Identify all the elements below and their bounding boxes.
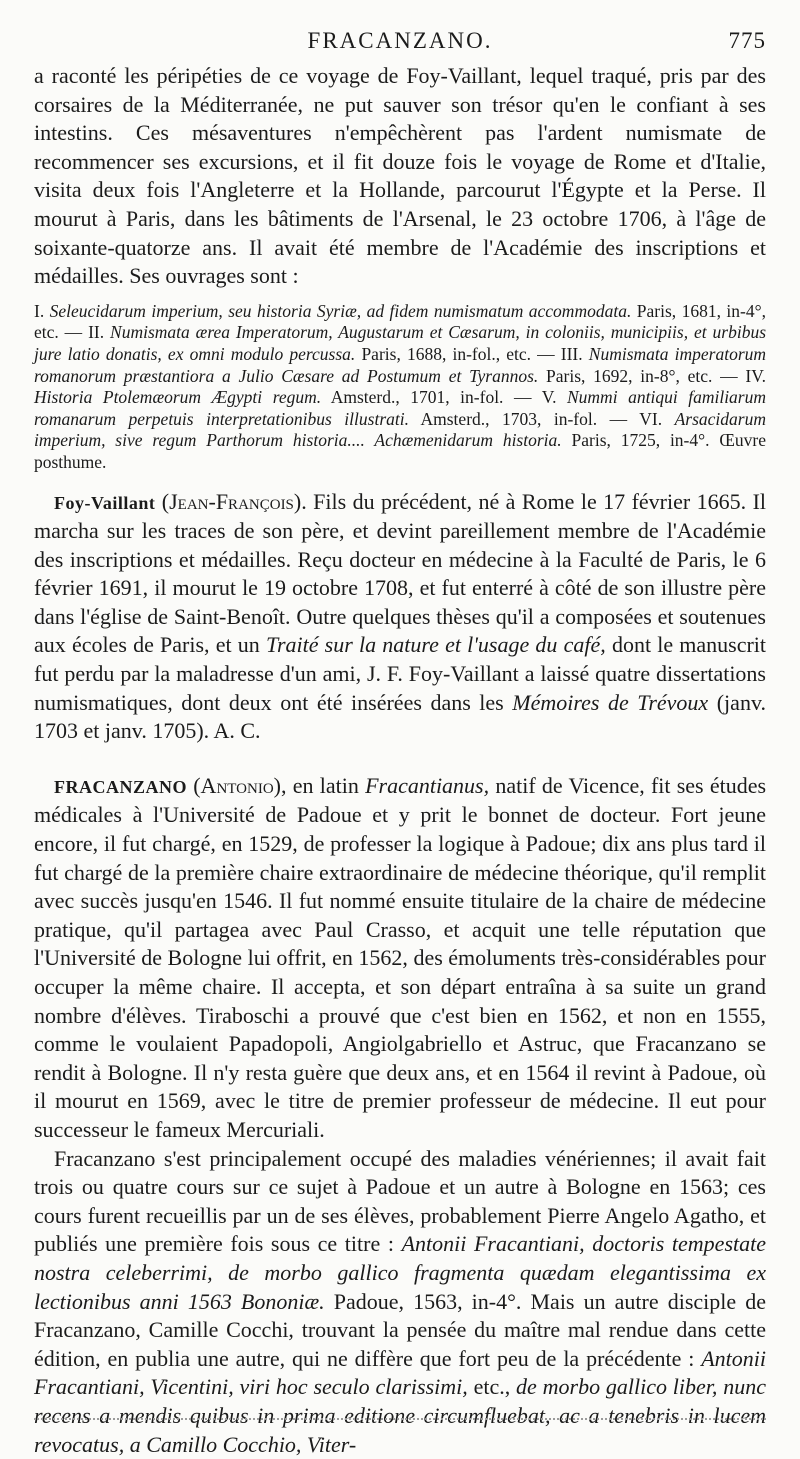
work-4-title: Historia Ptolemæorum Ægypti regum. [34,387,322,408]
work-title: Traité sur la nature et l'usage du café, [265,632,606,658]
running-title: FRACANZANO. [307,28,493,53]
works-list [34,301,766,474]
work-3-number: III. [560,343,583,364]
page-body [34,62,766,1459]
work-5-publication: Amsterd., 1703, in-fol. — [420,408,628,429]
work-6-title: Arsacidarum imperium, sive regum Parthorum historia.... Achæmenidarum historia. [34,408,766,451]
entry-name: Foy-Vaillant [54,492,156,513]
latin-name: Fracantianus, [365,772,490,798]
work-5-title: Nummi antiqui familiarum romanarum perpetuis interpretationibus illustrati. [34,387,766,429]
entry-foy-vaillant [34,488,766,746]
work-5-number: V. [541,387,557,408]
work-title: Antonii Fracantiani, Vicentini, viri hoc seculo clarissimi, [34,1345,767,1400]
work-2-publication: Paris, 1688, in-fol., etc. — [361,343,555,364]
work-title: de morbo gallico liber, nunc recens a mendis quibus in prima editione circumfluebat, ac a tenebris in lucem revocatus, a Camillo Cocchio, Viter- [34,1374,766,1457]
entry-name: FRACANZANO [54,776,187,797]
work-2-title: Numismata ærea Imperatorum, Augustarum et Cæsarum, in coloniis, municipiis, et urbibus jure latio donatis, ex omni modulo percussa. [34,322,767,364]
entry-text: dont le manuscrit fut perdu par la maladresse d'un ami, J. F. Foy-Vaillant a laissé quatre dissertations numismatiques, dont deux ont été insérées dans les [34,632,767,715]
entry-fracanzano [34,772,766,1145]
paragraph-text: Fracanzano s'est principalement occupé des maladies vénériennes; il avait fait trois ou quatre cours sur ce sujet à Padoue et un autre à Bologne en 1563; ces cours furent recueillis par un de ses élèves, probablement Pierre Angelo Agatho, et publiés une première fois sous ce titre : [34,1145,766,1257]
entry-given-name: (Antonio), [193,772,287,798]
entry-given-name: (Jean-François). [161,488,307,514]
work-title: Antonii Fracantiani, doctoris tempestate nostra celeberrimi, de morbo gallico fragmenta quædam elegantissima ex lectionibus anni 1563 Bononiæ. [34,1231,766,1314]
running-header [34,22,766,56]
paragraph-text: etc., [473,1374,511,1400]
entry-text: en latin [292,772,359,798]
journal-title: Mémoires de Trévoux [512,689,709,715]
work-6-number: VI. [639,408,663,429]
work-1-number: I. [34,300,45,321]
work-6-publication: Paris, 1725, in-4°. Œuvre posthume. [34,430,767,472]
work-4-publication: Amsterd., 1701, in-fol. — [330,387,532,408]
paragraph-text: Padoue, 1563, in-4°. Mais un autre disciple de Fracanzano, Camille Cocchi, trouvant la pensée du maître mal rendue dans cette édition, en publia une autre, qui ne diffère que fort peu de la précédente : [34,1288,766,1371]
entry-text: Fils du précédent, né à Rome le 17 février 1665. Il marcha sur les traces de son père, et devint pareillement membre de l'Académie des inscriptions et médailles. Reçu docteur en médecine à la Faculté de Paris, le 6 février 1691, il mourut le 19 octobre 1708, et fut enterré à côté de son illustre père dans l'église de Saint-Benoît. Outre quelques thèses qu'il a composées et soutenues aux écoles de Paris, et un [34,488,767,658]
page-number: 775 [728,28,766,53]
work-3-publication: Paris, 1692, in-8°, etc. — [546,365,738,386]
work-1-publication: Paris, 1681, in-4°, etc. — [34,300,766,343]
entry-text: (janv. 1703 et janv. 1705). [34,689,767,744]
work-3-title: Numismata imperatorum romanorum præstantiora a Julio Cæsare ad Postumum et Tyrannos. [34,343,767,386]
entry-text: natif de Vicence, fit ses études médicales à l'Université de Padoue et y prit le bonnet de docteur. Fort jeune encore, il fut chargé, en 1529, de professer la logique à Padoue; dix ans plus tard il fut chargé de la première chaire extraordinaire de médecine théorique, qu'il remplit avec succès jusqu'en 1546. Il fut nommé ensuite titulaire de la chaire de médecine pratique, qu'il partagea avec Paul Crasso, et acquit une telle réputation que l'Université de Bologne lui offrit, en 1562, des émoluments très-considérables pour occuper la même chaire. Il accepta, et son départ entraîna à sa suite un grand nombre d'élèves. Tiraboschi a prouvé que c'est bien en 1562, et non en 1555, comme le voulaient Papadopoli, Angiolgabriello et Astruc, que Fracanzano se rendit à Bologne. Il n'y resta guère que deux ans, et en 1564 il revint à Padoue, où il mourut en 1569, avec le titre de premier professeur de médecine. Il eut pour successeur le fameux Mercuriali. [34,772,767,1142]
author-signature: A. C. [213,718,261,744]
work-2-number: II. [88,322,105,343]
footer-rule [34,1418,766,1424]
work-4-number: IV. [745,365,767,386]
work-1-title: Seleucidarum imperium, seu historia Syriæ, ad fidem numismatum accommodata. [49,300,632,321]
paragraph-continuation: a raconté les péripéties de ce voyage de Foy-Vaillant, lequel traqué, pris par des corsaires de la Méditerranée, ne put sauver son trésor qu'en le confiant à ses intestins. Ces mésaventures n'empêchèrent pas l'ardent numismate de recommencer ses excursions, et il fit douze fois le voyage de Rome et d'Italie, visita deux fois l'Angleterre et la Hollande, parcourut l'Égypte et la Perse. Il mourut à Paris, dans les bâtiments de l'Arsenal, le 23 octobre 1706, à l'âge de soixante-quatorze ans. Il avait été membre de l'Académie des inscriptions et médailles. Ses ouvrages sont : [34,63,766,289]
paragraph-works-fracanzano [34,1145,766,1459]
